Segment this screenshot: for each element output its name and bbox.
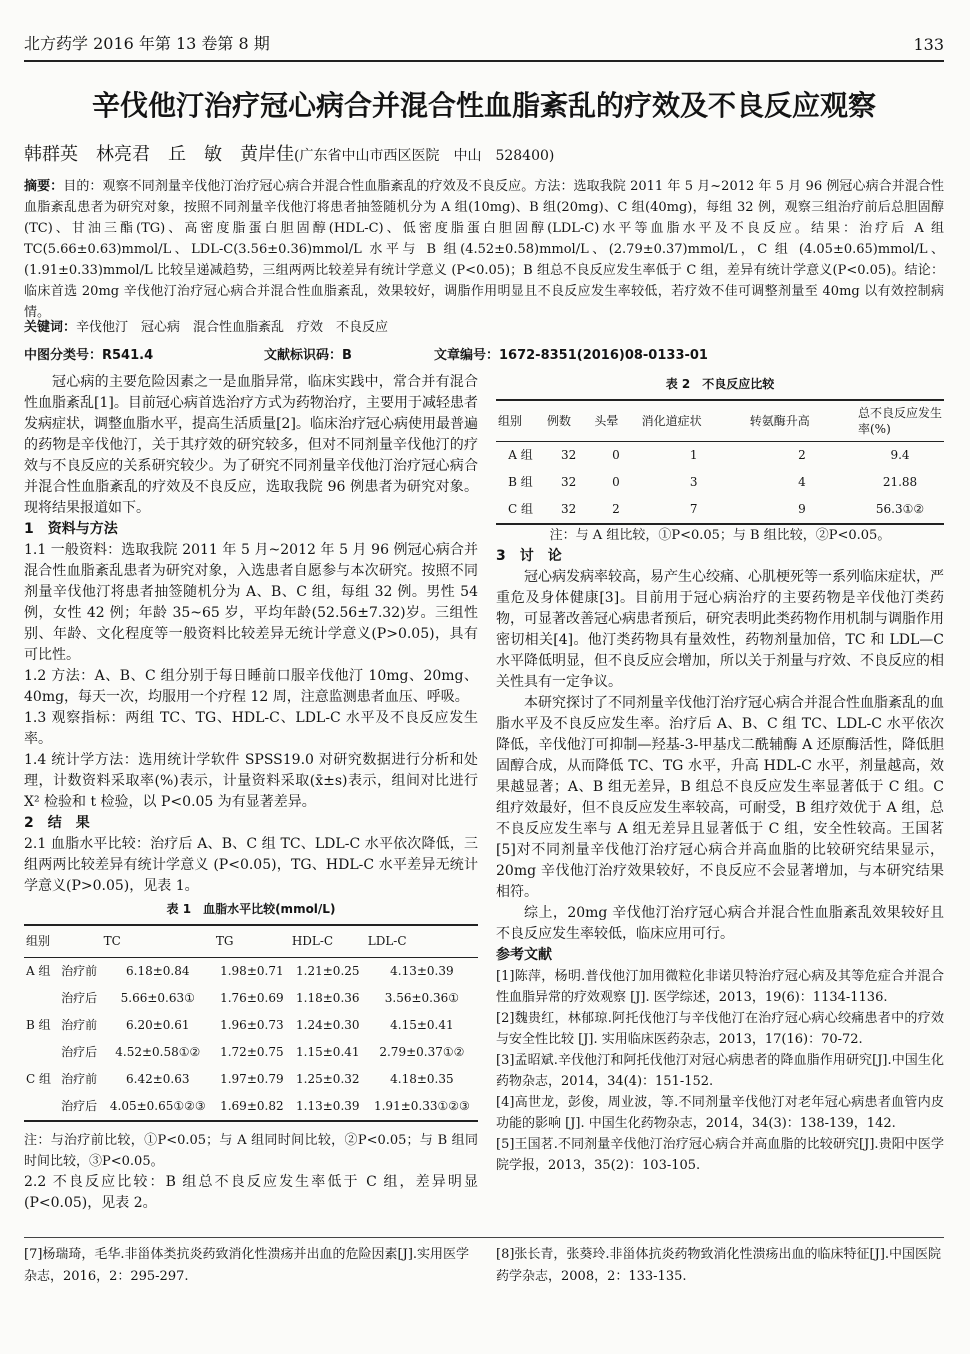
article-number: 文章编号：1672-8351(2016)08-0133-01 xyxy=(434,348,708,363)
table-cell: 4.05±0.65①②③ xyxy=(109,1099,206,1113)
bottom-reference-right: [8]张长青，张葵玲.非甾体抗炎药物致消化性溃疡出血的临床特征[J].中国医院药学杂志，2008，2：133-135. xyxy=(496,1247,942,1284)
table-cell: 治疗前 xyxy=(61,1018,98,1032)
table1-note: 注：与治疗前比较，①P<0.05；与 A 组同时间比较，②P<0.05；与 B 组同时间比较，③P<0.05。 xyxy=(24,1133,478,1169)
keywords-text: 辛伐他汀 冠心病 混合性血脂紊乱 疗效 不良反应 xyxy=(76,320,389,335)
article-title: 辛伐他汀治疗冠心病合并混合性血脂紊乱的疗效及不良反应观察 xyxy=(91,89,876,122)
author-names: 韩群英 林亮君 丘 敏 黄岸佳 xyxy=(24,144,294,165)
keywords xyxy=(24,316,944,335)
footer-divider xyxy=(24,1237,944,1238)
table-cell: 4.18±0.35 xyxy=(390,1072,454,1086)
table1-header-row xyxy=(24,925,478,958)
table1-title: 表 1 血脂水平比较(mmol/L) xyxy=(166,902,336,916)
section-heading-results: 2 结 果 xyxy=(24,815,90,831)
affiliation: (广东省中山市西区医院 中山 528400) xyxy=(294,148,555,164)
right-column xyxy=(496,372,944,1176)
reference-item: [2]魏贵红，林郁琼.阿托伐他汀与辛伐他汀在治疗冠心病心绞痛患者中的疗效与安全性比较 [J]. 实用临床医药杂志，2013，17(16)：70-72. xyxy=(496,1011,944,1047)
table-cell: 6.18±0.84 xyxy=(126,964,190,978)
table-cell xyxy=(24,1093,57,1121)
table-row xyxy=(24,1012,478,1039)
section-heading-discussion: 3 讨 论 xyxy=(496,548,562,564)
table-cell: 1.21±0.25 xyxy=(296,964,360,978)
abstract-text: 目的：观察不同剂量辛伐他汀治疗冠心病合并混合性血脂紊乱的疗效及不良反应。方法：选取我院 2011 年 5 月~2012 年 5 月 96 例冠心病合并混合性血脂紊乱患者为研究对象，按照不同剂量辛伐他汀将患者抽签随机分为 A 组(10mg)、B 组(20mg)、C 组(40mg)，每组 32 例，观察三组治疗前后总胆固醇(TC)、甘油三酯(TG)、高密度脂蛋白胆固醇(HDL-C)、低密度脂蛋白胆固醇(LDL-C)水平等血脂水平及不良反应。结果：治疗后 A 组 TC(5.66±0.63)mmol/L、LDL-C(3.56±0.36)mmol/L 水平与 B 组(4.52±0.58)mmol/L、(2.79±0.37)mmol/L，C 组 (4.05±0.65)mmol/L、(1.91±0.33)mmol/L 比较呈递减趋势，三组两两比较差异有统计学意义 (P<0.05)；B 组总不良反应发生率低于 C 组，差异有统计学意义(P<0.05)。结论：临床首选 20mg 辛伐他汀治疗冠心病合并混合性血脂紊乱，效果较好，调脂作用明显且不良反应发生率较低，若疗效不佳可调整剂量至 40mg 以有效控制病情。 xyxy=(24,179,944,320)
running-header xyxy=(24,30,944,62)
table-cell: 1.97±0.79 xyxy=(220,1072,284,1086)
reference-item: [3]孟昭斌.辛伐他汀和阿托伐他汀对冠心病患者的降血脂作用研究[J].中国生化药物杂志，2014，34(4)：151-152. xyxy=(496,1053,944,1089)
intro-paragraph: 冠心病的主要危险因素之一是血脂异常，临床实践中，常合并有混合性血脂紊乱[1]。目前冠心病首选治疗方式为药物治疗，主要用于减轻患者发病症状，调整血脂水平，提高生活质量[2]。临床治疗冠心病使用最普遍的药物是辛伐他汀，关于其疗效的研究较多，但对不同剂量辛伐他汀的疗效与不良反应的关系研究较少。为了研究不同剂量辛伐他汀治疗冠心病合并混合性血脂紊乱的疗效及不良反应，选取我院 96 例患者为研究对象。现将结果报道如下。 xyxy=(24,374,478,516)
author-line xyxy=(24,140,944,166)
section-heading-methods: 1 资料与方法 xyxy=(24,521,118,537)
table-cell: 0 xyxy=(612,448,620,462)
journal-info: 北方药学 2016 年第 13 卷第 8 期 xyxy=(24,34,270,53)
table2-header-cell: 头晕 xyxy=(592,400,639,442)
table-cell xyxy=(24,1039,57,1066)
keywords-label: 关键词： xyxy=(24,320,77,335)
reference-item: [4]高世龙，彭俊，周业波，等.不同剂量辛伐他汀对老年冠心病患者血管内皮功能的影响 [J]. 中国生化药物杂志，2014，34(3)：138-139，142. xyxy=(496,1095,944,1131)
clc-number: 中图分类号：R541.4 xyxy=(24,348,154,363)
table-cell: 32 xyxy=(561,502,577,516)
paragraph-2-2: 2.2 不良反应比较：B 组总不良反应发生率低于 C 组，差异明显(P<0.05)，见表 2。 xyxy=(24,1174,478,1211)
table-cell: 9 xyxy=(798,502,806,516)
table1-header-cell xyxy=(57,925,102,958)
table-cell: A 组 xyxy=(26,964,51,978)
table-cell: 4.13±0.39 xyxy=(390,964,454,978)
table-row xyxy=(496,469,944,496)
document-code: 文献标识码：B xyxy=(264,348,352,363)
references-heading: 参考文献 xyxy=(496,947,552,963)
table-cell: 1.24±0.30 xyxy=(296,1018,360,1032)
table-cell: C 组 xyxy=(507,502,533,516)
table-row xyxy=(496,496,944,524)
table2 xyxy=(496,399,944,525)
table-cell: 1.69±0.82 xyxy=(220,1099,284,1113)
table-cell: 1.15±0.41 xyxy=(296,1045,360,1059)
table-cell: 4 xyxy=(798,475,806,489)
table-cell: 1.96±0.73 xyxy=(220,1018,284,1032)
table-cell: 1.25±0.32 xyxy=(296,1072,360,1086)
table-cell: 7 xyxy=(689,502,698,516)
table-cell: 2 xyxy=(798,448,806,462)
reference-item: [1]陈萍，杨明.普伐他汀加用微粒化非诺贝特治疗冠心病及其等危症合并混合性血脂异常的疗效观察 [J]. 医学综述，2013，19(6)：1134-1136. xyxy=(496,969,944,1005)
table-cell: 2.79±0.37①② xyxy=(379,1045,465,1059)
table-row xyxy=(496,442,944,470)
table-cell: 1.98±0.71 xyxy=(220,964,284,978)
table-cell: 6.42±0.63 xyxy=(126,1072,190,1086)
table-cell: 1.13±0.39 xyxy=(296,1099,360,1113)
table-row xyxy=(24,985,478,1012)
table2-header-cell: 转氨酶升高 xyxy=(748,400,856,442)
table-cell: B 组 xyxy=(508,475,533,489)
paragraph-1-2: 1.2 方法：A、B、C 组分别于每日睡前口服辛伐他汀 10mg、20mg、40mg，每天一次，均服用一个疗程 12 周，注意监测患者血压、呼吸。 xyxy=(24,668,478,705)
reference-item: [5]王国茗.不同剂量辛伐他汀治疗冠心病合并高血脂的比较研究[J].贵阳中医学院学报，2013，35(2)：103-105. xyxy=(496,1137,944,1173)
abstract xyxy=(24,176,944,323)
table-cell: 32 xyxy=(561,448,577,462)
table-cell: 治疗后 xyxy=(61,1045,98,1059)
table-cell: 3 xyxy=(689,475,698,489)
table-cell: B 组 xyxy=(26,1018,51,1032)
table1-header-cell: TG xyxy=(214,925,290,958)
page-number: 133 xyxy=(913,35,944,54)
table-cell: 1.91±0.33①②③ xyxy=(373,1099,470,1113)
table-cell: 3.56±0.36① xyxy=(384,991,459,1005)
table-row xyxy=(24,1066,478,1093)
table2-title: 表 2 不良反应比较 xyxy=(665,377,775,391)
table-row xyxy=(24,1093,478,1121)
table-cell xyxy=(24,985,57,1012)
table1-header-cell: LDL-C xyxy=(366,925,478,958)
table-cell: 治疗前 xyxy=(61,964,98,978)
table2-header-cell: 例数 xyxy=(545,400,592,442)
table2-header-cell: 消化道症状 xyxy=(640,400,748,442)
discussion-paragraph-2: 本研究探讨了不同剂量辛伐他汀治疗冠心病合并混合性血脂紊乱的血脂水平及不良反应发生率。治疗后 A、B、C 组 TC、LDL-C 水平依次降低，辛伐他汀可抑制—羟基-3-甲基戊二酰辅酶 A 还原酶活性，降低胆固醇合成，从而降低 TC、TG 水平，升高 HDL-C 水平，剂量越高，效果越显著；A、B 组无差异，B 组总不良反应发生率显著低于 C 组。C 组疗效最好，但不良反应发生率较高，可耐受，B 组疗效优于 A 组，总不良反应发生率与 A 组无差异且显著低于 C 组，安全性较高。王国茗[5]对不同剂量辛伐他汀治疗冠心病合并高血脂的比较研究结果显示，20mg 辛伐他汀治疗效果较好，不良反应不会显著增加，与本研究结果相符。 xyxy=(496,695,944,900)
table-cell: 4.15±0.41 xyxy=(390,1018,454,1032)
table-cell: 治疗后 xyxy=(61,1099,98,1113)
table-cell: A 组 xyxy=(508,448,533,462)
left-column xyxy=(24,372,478,1214)
table-cell: C 组 xyxy=(26,1072,51,1086)
table-cell: 1.76±0.69 xyxy=(220,991,284,1005)
abstract-label: 摘要： xyxy=(24,179,64,194)
table-cell: 治疗前 xyxy=(61,1072,98,1086)
paragraph-1-4: 1.4 统计学方法：选用统计学软件 SPSS19.0 对研究数据进行分析和处理，计数资料采取率(%)表示，计量资料采取(x̄±s)表示，组间对比进行 X² 检验和 t 检验，以 P<0.05 为有显著差异。 xyxy=(24,752,478,810)
table-row xyxy=(24,958,478,986)
table1-header-cell: 组别 xyxy=(24,925,57,958)
discussion-paragraph-3: 综上，20mg 辛伐他汀治疗冠心病合并混合性血脂紊乱效果较好且不良反应发生率较低，临床应用可行。 xyxy=(496,905,944,942)
table2-header-cell: 总不良反应发生率(%) xyxy=(856,400,944,442)
table-cell: 9.4 xyxy=(890,448,910,462)
table-cell: 0 xyxy=(612,475,620,489)
table2-header-row xyxy=(496,400,944,442)
table2-header-cell: 组别 xyxy=(496,400,545,442)
paragraph-1-1: 1.1 一般资料：选取我院 2011 年 5 月~2012 年 5 月 96 例冠心病合并混合性血脂紊乱患者为研究对象，入选患者自愿参与本次研究。按照不同剂量辛伐他汀将患者抽签随机分为 A、B、C 组，每组 32 例。男性 54 例，女性 42 例；年龄 35~65 岁，平均年龄(52.56±7.32)岁。三组性别、年龄、文化程度等一般资料比较差异无统计学意义(P>0.05)，具有可比性。 xyxy=(24,542,478,663)
table-cell: 6.20±0.61 xyxy=(126,1018,190,1032)
bottom-reference-left: [7]杨瑞琦，毛华.非甾体类抗炎药致消化性溃疡并出血的危险因素[J].实用医学杂志，2016，2：295-297. xyxy=(24,1247,470,1284)
paragraph-1-3: 1.3 观察指标：两组 TC、TG、HDL-C、LDL-C 水平及不良反应发生率。 xyxy=(24,710,478,747)
table-cell: 56.3①② xyxy=(875,502,925,516)
table-cell: 治疗后 xyxy=(61,991,98,1005)
table-cell: 4.52±0.58①② xyxy=(115,1045,201,1059)
table-cell: 1.18±0.36 xyxy=(296,991,360,1005)
table-cell: 1 xyxy=(689,448,698,462)
table-cell: 5.66±0.63① xyxy=(120,991,195,1005)
table2-note: 注：与 A 组比较，①P<0.05；与 B 组比较，②P<0.05。 xyxy=(549,528,891,543)
table-cell: 32 xyxy=(561,475,577,489)
table1-header-cell: TC xyxy=(102,925,214,958)
table1-header-cell: HDL-C xyxy=(290,925,366,958)
table1 xyxy=(24,924,478,1122)
paragraph-2-1: 2.1 血脂水平比较：治疗后 A、B、C 组 TC、LDL-C 水平依次降低，三组两两比较差异有统计学意义 (P<0.05)，TG、HDL-C 水平差异无统计学意义(P>0.05)，见表 1。 xyxy=(24,836,478,894)
discussion-paragraph-1: 冠心病发病率较高，易产生心绞痛、心肌梗死等一系列临床症状，严重危及身体健康[3]。目前用于冠心病治疗的主要药物是辛伐他汀类药物，可显著改善冠心病患者预后，研究表明此类药物作用机制与调脂作用密切相关[4]。他汀类药物具有量效性，药物剂量加倍，TC 和 LDL—C 水平降低明显，但不良反应会增加，所以关于剂量与疗效、不良反应的相关性具有一定争议。 xyxy=(496,569,944,690)
table-cell: 2 xyxy=(612,502,620,516)
table-cell: 21.88 xyxy=(882,475,918,489)
table-cell: 1.72±0.75 xyxy=(220,1045,284,1059)
table-row xyxy=(24,1039,478,1066)
